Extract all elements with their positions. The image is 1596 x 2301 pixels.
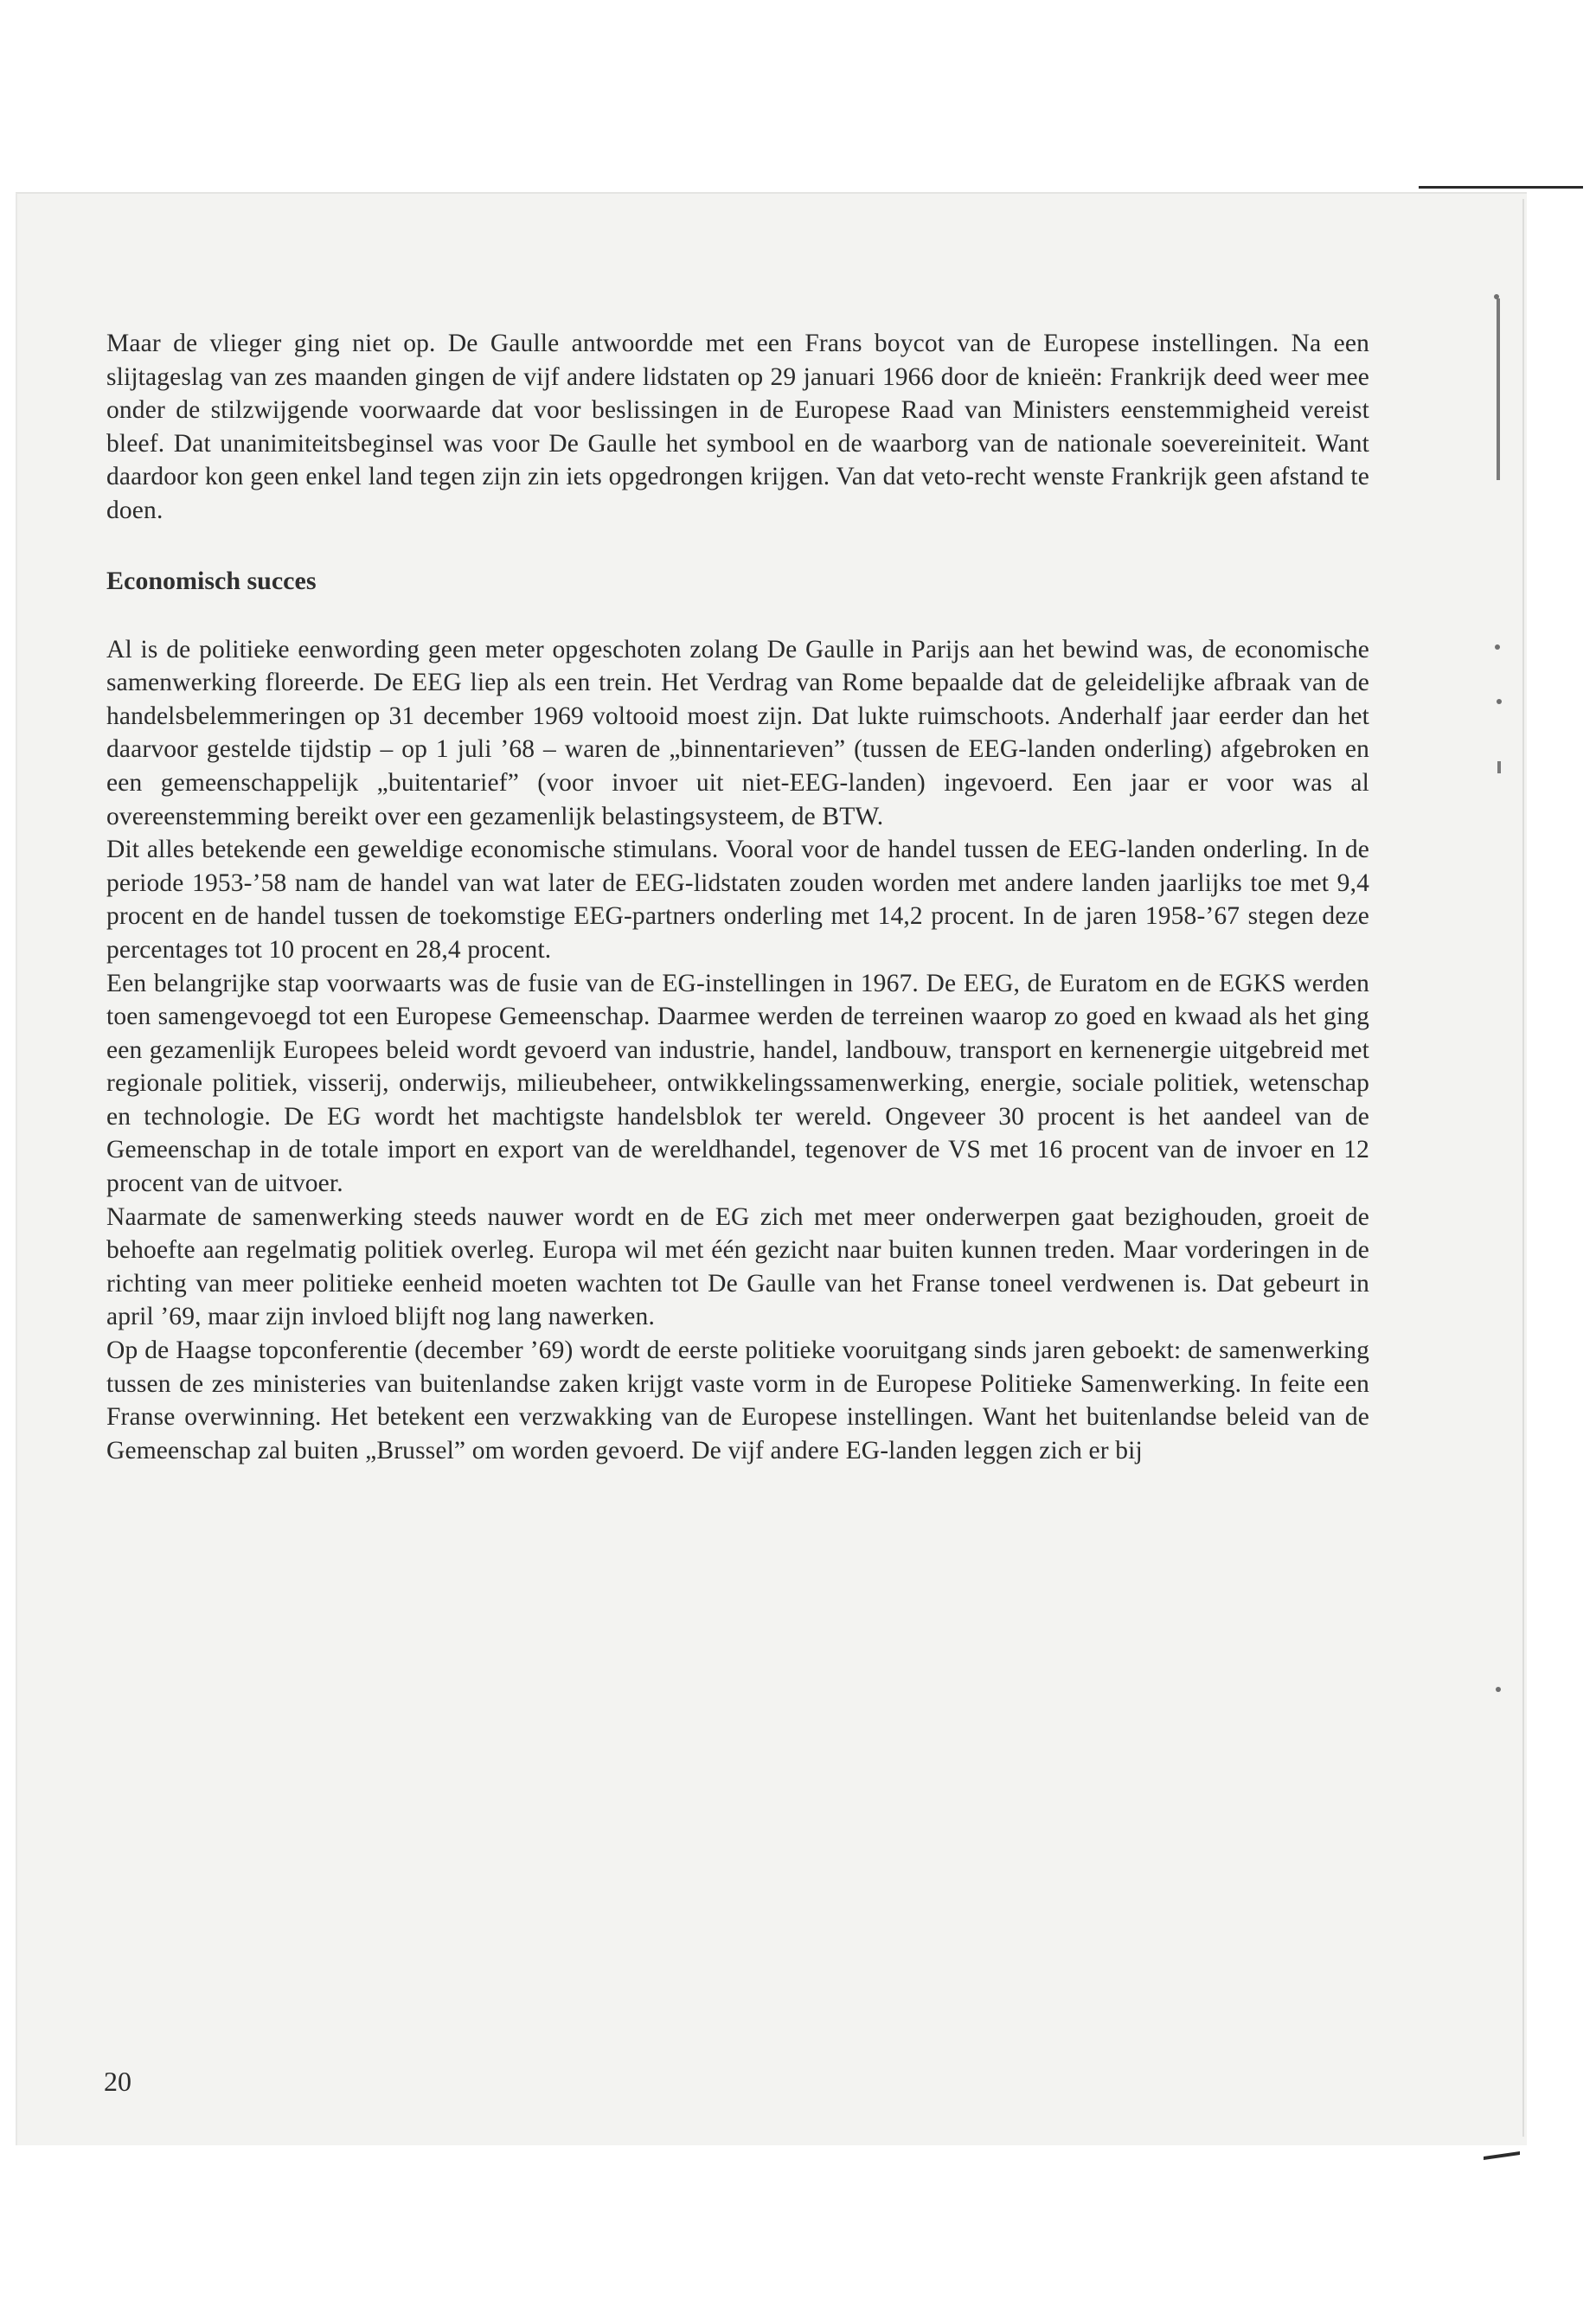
paragraph: Maar de vlieger ging niet op. De Gaulle antwoordde met een Frans boycot van de Europese instellingen. Na een slijtageslag van zes maanden gingen de vijf andere lidstaten op 29 januari 1966 door de knieën: Frankrijk deed weer mee onder de stilzwijgende voorwaarde dat voor beslissingen in de Europese Raad van Ministers eenstemmigheid vereist bleef. Dat unanimiteitsbeginsel was voor De Gaulle het symbool en de waarborg van de nationale soevereiniteit. Want daardoor kon geen enkel land tegen zijn zin iets opgedrongen krijgen. Van dat veto-recht wenste Frankrijk geen afstand te doen. — [106, 330, 1369, 524]
margin-dot — [1494, 294, 1499, 299]
margin-mark — [1497, 298, 1500, 480]
page-corner-mark — [1484, 2151, 1520, 2160]
paragraph: Al is de politieke eenwording geen meter opgeschoten zolang De Gaulle in Parijs aan het bewind was, de economische samenwerking floreerde. De EEG liep als een trein. Het Verdrag van Rome bepaalde dat de geleidelijke afbraak van de handelsbelemmeringen op 31 december 1969 voltooid moest zijn. Dat lukte ruimschoots. Anderhalf jaar eerder dan het daarvoor gestelde tijdstip – op 1 juli ’68 – waren de „binnentarieven” (tussen de EEG-landen onderling) afgebroken en een gemeenschappelijk „buitentarief” (voor invoer uit niet-EEG-landen) ingevoerd. Een jaar er voor was al overeenstemming bereikt over een gezamenlijk belastingsysteem, de BTW. — [106, 635, 1369, 830]
page-right-edge — [1522, 199, 1524, 2137]
paragraph: Een belangrijke stap voorwaarts was de fusie van de EG-instellingen in 1967. De EEG, de Euratom en de EGKS werden toen samengevoegd tot een Europese Gemeenschap. Daarmee werden de terreinen waarop zo goed en kwaad als het ging een gezamenlijk Europees beleid wordt gevoerd van industrie, handel, landbouw, transport en kernenergie uitgebreid met regionale politiek, visserij, onderwijs, milieubeheer, ontwikkelingssamenwerking, energie, sociale politiek, wetenschap en technologie. De EG wordt het machtigste handelsblok ter wereld. Ongeveer 30 procent is het aandeel van de Gemeenschap in de totale import en export van de wereldhandel, tegenover de VS met 16 procent van de invoer en 12 procent van de uitvoer. — [106, 969, 1369, 1198]
margin-dot — [1495, 644, 1500, 650]
page-edge-line — [1419, 186, 1583, 189]
page-number: 20 — [104, 2066, 131, 2097]
margin-mark — [1497, 761, 1501, 773]
section-heading: Economisch succes — [106, 566, 317, 595]
page-content — [106, 327, 1369, 1467]
paragraph: Op de Haagse topconferentie (december ’69) wordt de eerste politieke vooruitgang sinds jaren geboekt: de samenwerking tussen de zes ministeries van buitenlandse zaken krijgt vaste vorm in de Europese Politieke Samenwerking. In feite een Franse overwinning. Het betekent een verzwakking van de Europese instellingen. Want het buitenlandse beleid van de Gemeenschap zal buiten „Brussel” om worden gevoerd. De vijf andere EG-landen leggen zich er bij — [106, 1336, 1369, 1465]
margin-dot — [1497, 699, 1502, 704]
paragraph: Naarmate de samenwerking steeds nauwer wordt en de EG zich met meer onderwerpen gaat bezighouden, groeit de behoefte aan regelmatig politiek overleg. Europa wil met één gezicht naar buiten kunnen treden. Maar vorderingen in de richting van meer politieke eenheid moeten wachten tot De Gaulle van het Franse toneel verdwenen is. Dat gebeurt in april ’69, maar zijn invloed blijft nog lang nawerken. — [106, 1202, 1369, 1331]
margin-dot — [1496, 1687, 1501, 1692]
paragraph: Dit alles betekende een geweldige economische stimulans. Vooral voor de handel tussen de EEG-landen onderling. In de periode 1953-’58 nam de handel van wat later de EEG-lidstaten zouden worden met andere landen jaarlijks toe met 9,4 procent en de handel tussen de toekomstige EEG-partners onderling met 14,2 procent. In de jaren 1958-’67 stegen deze percentages tot 10 procent en 28,4 procent. — [106, 836, 1369, 964]
